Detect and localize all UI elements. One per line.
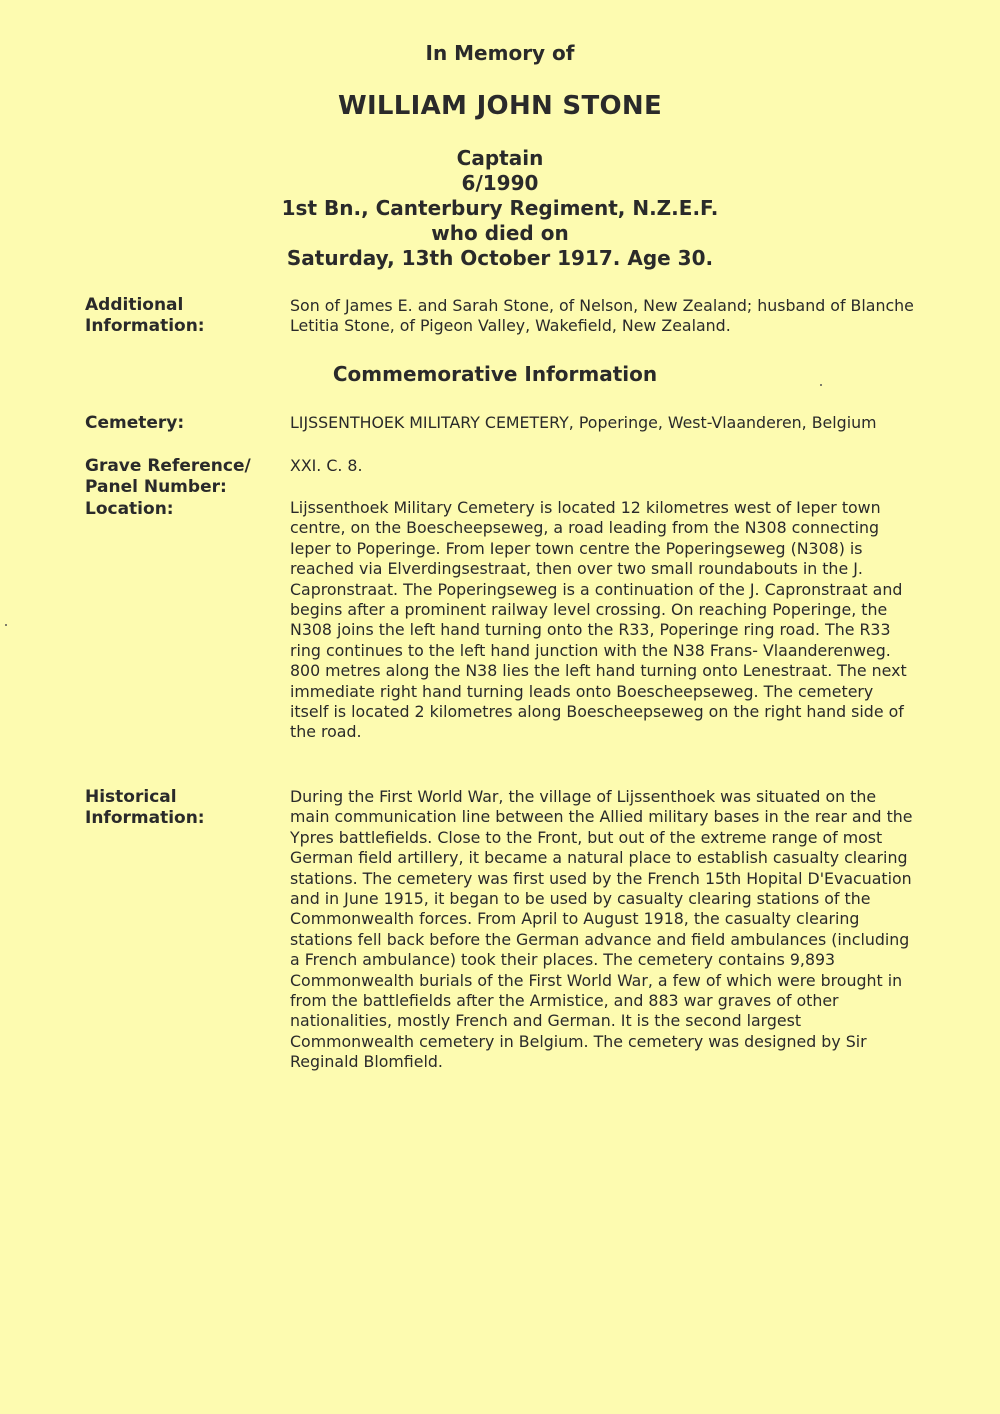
service-number: 6/1990	[461, 171, 539, 195]
location-label: Location:	[85, 499, 174, 519]
death-date: Saturday, 13th October 1917. Age 30.	[286, 246, 714, 270]
commemorative-information-heading: Commemorative Information	[332, 362, 658, 386]
additional-information-text: Son of James E. and Sarah Stone, of Nelson, New Zealand; husband of Blanche Letitia Stone, of Pigeon Valley, Wakefield, New Zealand.	[290, 296, 914, 336]
grave-reference-text: XXI. C. 8.	[290, 456, 363, 475]
additional-label-line2: Information:	[85, 315, 205, 336]
died-on-text: who died on	[431, 221, 569, 245]
grave-label-line1: Grave Reference/	[85, 456, 251, 476]
grave-label-line2: Panel Number:	[85, 476, 227, 497]
scan-speck	[5, 624, 7, 626]
additional-label-line1: Additional	[85, 295, 184, 315]
additional-information-label	[85, 295, 265, 336]
historical-label-line1: Historical	[85, 787, 177, 807]
in-memory-heading: In Memory of	[425, 41, 575, 65]
cemetery-text: LIJSSENTHOEK MILITARY CEMETERY, Poperinge, West-Vlaanderen, Belgium	[290, 413, 877, 432]
historical-information-label	[85, 787, 265, 828]
historical-information-text: During the First World War, the village of Lijssenthoek was situated on the main communication line between the Allied military bases in the rear and the Ypres battlefields. Close to the Front, but out of the extreme range of most German field artillery, it became a natural place to establish casualty clearing stations. The cemetery was first used by the French 15th Hopital D'Evacuation and in June 1915, it began to be used by casualty clearing stations of the Commonwealth forces. From April to August 1918, the casualty clearing stations fell back before the German advance and field ambulances (including a French ambulance) took their places. The cemetery contains 9,893 Commonwealth burials of the First World War, a few of which were brought in from the battlefields after the Armistice, and 883 war graves of other nationalities, mostly French and German. It is the second largest Commonwealth cemetery in Belgium. The cemetery was designed by Sir Reginald Blomfield.	[290, 787, 913, 1072]
grave-reference-label	[85, 456, 265, 497]
location-text: Lijssenthoek Military Cemetery is located 12 kilometres west of Ieper town centre, on the Boescheepseweg, a road leading from the N308 connecting Ieper to Poperinge. From Ieper town centre the Poperingseweg (N308) is reached via Elverdingsestraat, then over two small roundabouts in the J. Capronstraat. The Poperingseweg is a continuation of the J. Capronstraat and begins after a prominent railway level crossing. On reaching Poperinge, the N308 joins the left hand turning onto the R33, Poperinge ring road. The R33 ring continues to the left hand junction with the N38 Frans- Vlaanderenweg. 800 metres along the N38 lies the left hand turning onto Lenestraat. The next immediate right hand turning leads onto Boescheepseweg. The cemetery itself is located 2 kilometres along Boescheepseweg on the right hand side of the road.	[290, 498, 907, 742]
historical-label-line2: Information:	[85, 807, 205, 828]
scan-speck	[820, 384, 822, 386]
soldier-name: WILLIAM JOHN STONE	[337, 91, 663, 121]
rank: Captain	[456, 146, 544, 170]
cemetery-label: Cemetery:	[85, 413, 185, 433]
unit: 1st Bn., Canterbury Regiment, N.Z.E.F.	[281, 196, 719, 220]
